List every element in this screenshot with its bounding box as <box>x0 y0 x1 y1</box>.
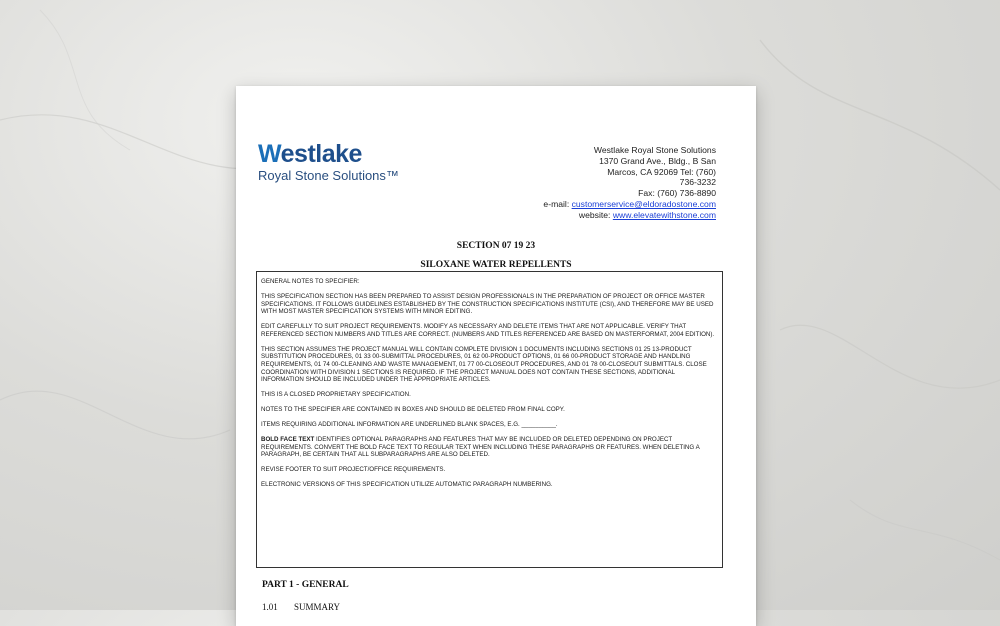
summary-article <box>262 602 340 612</box>
logo-wordmark <box>258 140 399 168</box>
section-number: SECTION 07 19 23 <box>456 241 536 251</box>
phone-line: 736-3232 <box>679 177 716 188</box>
notes-paragraph: EDIT CAREFULLY TO SUIT PROJECT REQUIREMENTS. MODIFY AS NECESSARY AND DELETE ITEMS THAT ARE NOT APPLICABLE. VERIFY THAT REFERENCED SECTION NUMBERS AND TITLES ARE CORRECT. (NUMBERS AND TITLES REFERENCED ARE BASED ON MASTERFORMAT, 2004 EDITION). <box>261 323 715 338</box>
website-label: website: <box>578 209 613 220</box>
contact-block <box>496 145 716 221</box>
notes-paragraph: REVISE FOOTER TO SUIT PROJECT/OFFICE REQUIREMENTS. <box>261 466 446 474</box>
westlake-logo <box>258 140 399 183</box>
summary-label: SUMMARY <box>294 602 341 612</box>
logo-subtitle: Royal Stone Solutions™ <box>258 168 399 183</box>
address-line-2: Marcos, CA 92069 Tel: (760) <box>607 166 716 177</box>
notes-paragraph: THIS SECTION ASSUMES THE PROJECT MANUAL WILL CONTAIN COMPLETE DIVISION 1 DOCUMENTS INCLUDING SECTIONS 01 25 13-PRODUCT SUBSTITUTION PROCEDURES, 01 33 00-SUBMITTAL PROCEDURES, 01 62 00-PRODUCT OPTIONS, 01 66 00-PRODUCT STORAGE AND HANDLING REQUIREMENTS, 01 74 00-CLEANING AND WASTE MANAGEMENT, 01 77 00-CLOSEOUT PROCEDURES, AND 01 78 00-CLOSEOUT SUBMITTALS. CLOSE COORDINATION WITH DIVISION 1 SECTIONS IS REQUIRED. IF THE PROJECT MANUAL DOES NOT CONTAIN THESE SECTIONS, ADDITIONAL INFORMATION SHOULD BE INCLUDED UNDER THE APPROPRIATE ARTICLES. <box>261 345 707 384</box>
company-name: Westlake Royal Stone Solutions <box>593 145 716 155</box>
logo-name-rest: estlake <box>280 140 362 168</box>
email-label: e-mail: <box>543 198 572 209</box>
notes-heading: GENERAL NOTES TO SPECIFIER: <box>261 278 360 285</box>
fax-line: Fax: (760) 736-8890 <box>638 188 716 199</box>
section-title: SILOXANE WATER REPELLENTS <box>420 260 572 270</box>
part-heading: PART 1 - GENERAL <box>262 580 349 590</box>
notes-paragraph: NOTES TO THE SPECIFIER ARE CONTAINED IN BOXES AND SHOULD BE DELETED FROM FINAL COPY. <box>261 406 565 414</box>
logo-initial: W <box>258 140 281 168</box>
spec-document-page <box>236 86 756 626</box>
notes-paragraph <box>261 436 718 459</box>
notes-paragraph: THIS SPECIFICATION SECTION HAS BEEN PREPARED TO ASSIST DESIGN PROFESSIONALS IN THE PREPARATION OF PROJECT OR OFFICE MASTER SPECIFICATIONS. IT FOLLOWS GUIDELINES ESTABLISHED BY THE CONSTRUCTION SPECIFICATIONS INSTITUTE (CSI), AND THEREFORE MAY BE USED WITH MOST MASTER SPECIFICATION SYSTEMS WITH MINOR EDITING. <box>261 292 714 316</box>
summary-number: 1.01 <box>262 602 278 612</box>
address-line-1: 1370 Grand Ave., Bldg., B San <box>599 155 716 166</box>
website-line <box>496 210 716 221</box>
notes-paragraph: ITEMS REQUIRING ADDITIONAL INFORMATION ARE UNDERLINED BLANK SPACES, E.G. __________. <box>261 421 558 429</box>
bold-face-description: IDENTIFIES OPTIONAL PARAGRAPHS AND FEATURES THAT MAY BE INCLUDED OR DELETED DEPENDING ON PROJECT REQUIREMENTS. CONVERT THE BOLD FACE TEXT TO REGULAR TEXT WHEN INCLUDING THESE PARAGRAPHS OR FEATURES. WHEN DELETING A PARAGRAPH, BE CERTAIN THAT ALL SUBPARAGRAPHS ARE ALSO DELETED. <box>261 436 700 459</box>
notes-paragraph: THIS IS A CLOSED PROPRIETARY SPECIFICATION. <box>261 391 411 399</box>
bold-face-label: BOLD FACE TEXT <box>261 436 315 444</box>
email-line <box>496 199 716 210</box>
specifier-notes-box <box>256 271 723 568</box>
website-link[interactable]: www.elevatewithstone.com <box>612 209 716 220</box>
notes-paragraph: ELECTRONIC VERSIONS OF THIS SPECIFICATION UTILIZE AUTOMATIC PARAGRAPH NUMBERING. <box>261 481 553 489</box>
email-link[interactable]: customerservice@eldoradostone.com <box>571 198 716 209</box>
